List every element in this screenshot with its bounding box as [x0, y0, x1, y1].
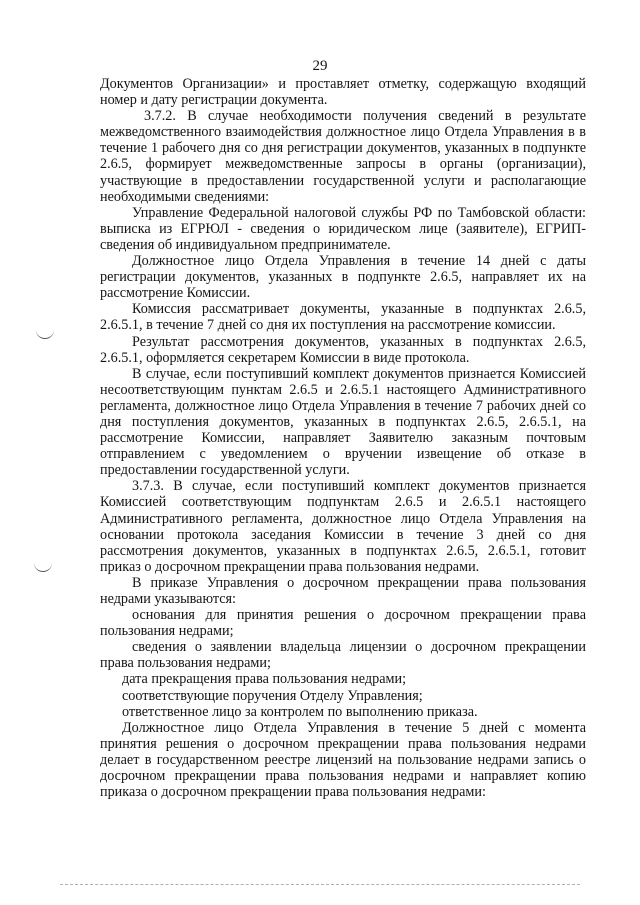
paragraph: В приказе Управления о досрочном прекращении права пользования недрами указываются:: [100, 574, 586, 607]
document-body: [100, 76, 586, 800]
paragraph: 3.7.2. В случае необходимости получения сведений в результате межведомственного взаимодействия должностное лицо Отдела Управления в в течение 1 рабочего дня со дня регистрации документов, указанных в подпункте 2.6.5, формирует межведомственные запросы в органы (организации), участвующие в предоставлении государственной услуги и располагающие необходимыми сведениями:: [100, 108, 586, 205]
paragraph: дата прекращения права пользования недрами;: [122, 671, 407, 688]
paragraph: Управление Федеральной налоговой службы РФ по Тамбовской области: выписка из ЕГРЮЛ - сведения о юридическом лице (заявителе), ЕГРИП- сведения об индивидуальном предпринимателе.: [100, 204, 586, 253]
scan-edge-line: [60, 884, 580, 885]
paragraph: Результат рассмотрения документов, указанных в подпунктах 2.6.5, 2.6.5.1, оформляется секретарем Комиссии в виде протокола.: [100, 333, 586, 366]
paragraph: Документов Организации» и проставляет отметку, содержащую входящий номер и дату регистрации документа.: [100, 76, 586, 109]
paragraph: сведения о заявлении владельца лицензии о досрочном прекращении права пользования недрами;: [100, 639, 586, 672]
scan-binding-mark: [36, 330, 54, 339]
scan-binding-mark: [34, 563, 52, 572]
paragraph: основания для принятия решения о досрочном прекращении права пользования недрами;: [100, 607, 586, 640]
paragraph: Должностное лицо Отдела Управления в течение 5 дней с момента принятия решения о досрочном прекращении права пользования недрами делает в государственном реестре лицензий на пользование недрами запись о досрочном прекращении права пользования недрами и направляет копию приказа о досрочном прекращении права пользования недрами:: [100, 719, 586, 801]
paragraph: Комиссия рассматривает документы, указанные в подпунктах 2.6.5, 2.6.5.1, в течение 7 дней со дня их поступления на рассмотрение комиссии.: [100, 301, 586, 334]
paragraph: 3.7.3. В случае, если поступивший комплект документов признается Комиссией соответствующим подпунктам 2.6.5 и 2.6.5.1 настоящего Административного регламента, должностное лицо Отдела Управления на основании протокола заседания Комиссии в течение 3 дней со дня рассмотрения документов, указанных в подпунктах 2.6.5, 2.6.5.1, готовит приказ о досрочном прекращении права пользования недрами.: [100, 478, 586, 575]
paragraph: соответствующие поручения Отделу Управления;: [122, 687, 423, 704]
page-number: 29: [312, 58, 328, 74]
paragraph: В случае, если поступивший комплект документов признается Комиссией несоответствующим пунктам 2.6.5 и 2.6.5.1 настоящего Административного регламента, должностное лицо Отдела Управления в течение 7 рабочих дней со дня поступления документов, указанных в подпунктах 2.6.5, 2.6.5.1, на рассмотрение Комиссии, направляет Заявителю заказным почтовым отправлением с уведомлением о вручении извещение об отказе в предоставлении государственной услуги.: [100, 365, 586, 479]
paragraph: Должностное лицо Отдела Управления в течение 14 дней с даты регистрации документов, указанных в подпункте 2.6.5, направляет их на рассмотрение Комиссии.: [100, 253, 586, 302]
paragraph: ответственное лицо за контролем по выполнению приказа.: [122, 703, 478, 720]
